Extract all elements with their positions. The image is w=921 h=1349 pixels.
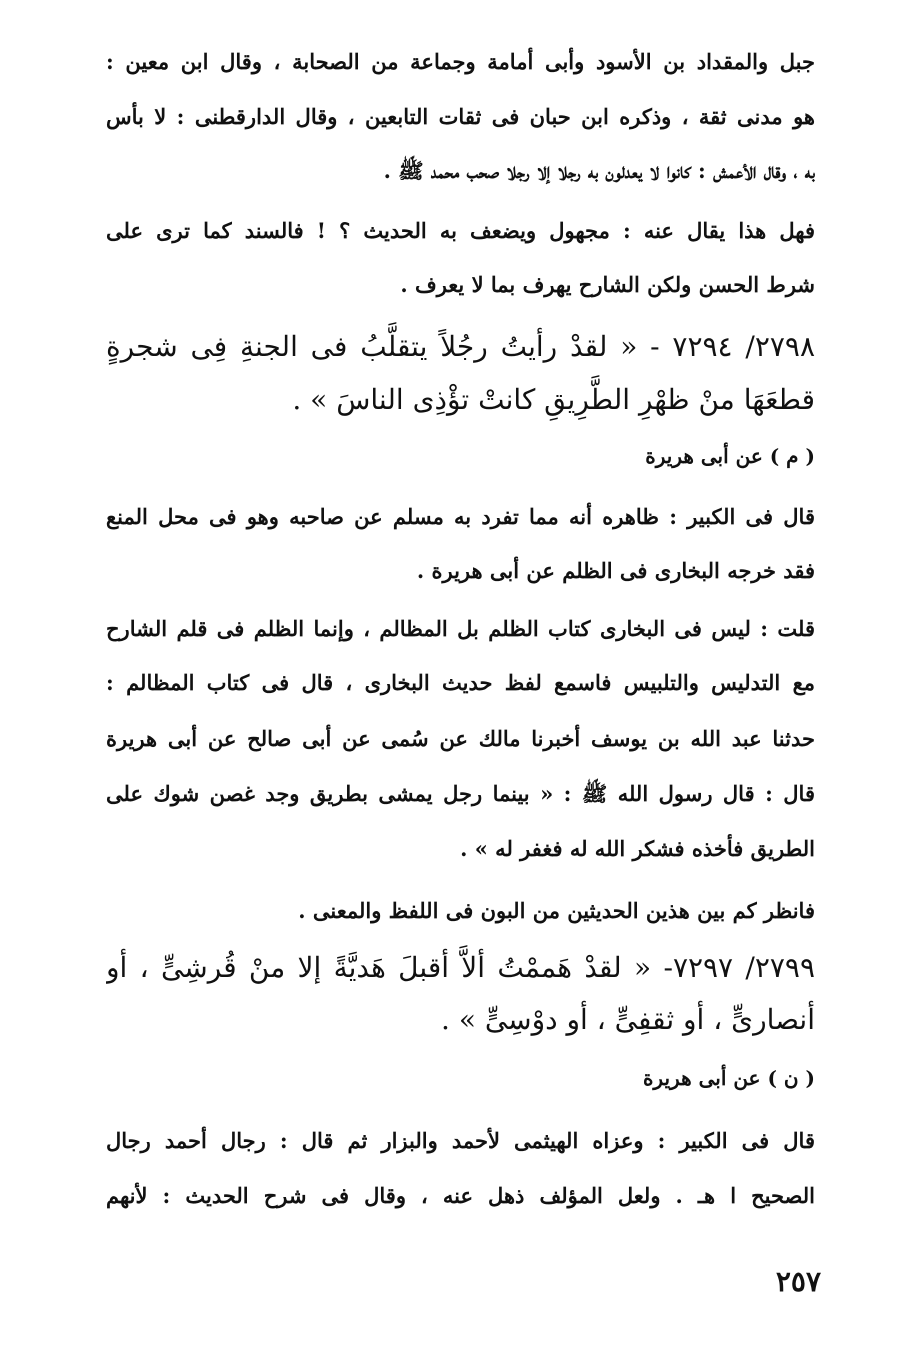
text-line: شرط الحسن ولكن الشارح يهرف بما لا يعرف . bbox=[400, 272, 815, 297]
text-line: حدثنا عبد الله بن يوسف أخبرنا مالك عن سُمى عن أبى صالح عن أبى هريرة bbox=[106, 726, 815, 751]
text-line: قلت : ليس فى البخارى كتاب الظلم بل المظالم ، وإنما الظلم فى قلم الشارح bbox=[106, 616, 815, 641]
text-line: به ، وقال الأعمش : كانوا لا يعدلون به رجلا إلا رجلا صحب محمد ﷺ . bbox=[383, 158, 815, 183]
text-line: الصحيح ا هـ . ولعل المؤلف ذهل عنه ، وقال فى شرح الحديث : لأنهم bbox=[106, 1183, 815, 1208]
text-line: الطريق فأخذه فشكر الله له فغفر له » . bbox=[460, 836, 815, 861]
text-line: فانظر كم بين هذين الحديثين من البون فى اللفظ والمعنى . bbox=[298, 898, 815, 923]
hadith-line: ٢٧٩٨/ ٧٢٩٤ - « لقدْ رأيتُ رجُلاً يتقلَّبُ فى الجنةِ فِى شجرةٍ bbox=[106, 330, 815, 363]
text-line: قال فى الكبير : ظاهره أنه مما تفرد به مسلم عن صاحبه وهو فى محل المنع bbox=[106, 504, 815, 529]
text-line: فهل هذا يقال عنه : مجهول ويضعف به الحديث ؟ ! فالسند كما ترى على bbox=[106, 218, 815, 243]
hadith-source: ( ن ) عن أبى هريرة bbox=[642, 1066, 815, 1090]
text-line: جبل والمقداد بن الأسود وأبى أمامة وجماعة من الصحابة ، وقال ابن معين : bbox=[106, 49, 815, 74]
hadith-line: قطعَهَا منْ ظهْرِ الطَّرِيقِ كانتْ تؤْذِى الناسَ » . bbox=[292, 383, 815, 416]
text-line: فقد خرجه البخارى فى الظلم عن أبى هريرة . bbox=[416, 558, 815, 583]
hadith-line: أنصارىٍّ ، أو ثقفِىٍّ ، أو دوْسِىٍّ » . bbox=[441, 1003, 815, 1036]
text-line: مع التدليس والتلبيس فاسمع لفظ حديث البخارى ، قال فى كتاب المظالم : bbox=[106, 670, 815, 695]
text-line: هو مدنى ثقة ، وذكره ابن حبان فى ثقات التابعين ، وقال الدارقطنى : لا بأس bbox=[106, 104, 815, 129]
text-line: قال فى الكبير : وعزاه الهيثمى لأحمد والبزار ثم قال : رجال أحمد رجال bbox=[106, 1128, 815, 1153]
hadith-line: ٢٧٩٩/ ٧٢٩٧- « لقدْ هَممْتُ ألاَّ أقبلَ هَديَّةً إلا منْ قُرشِىٍّ ، أو bbox=[106, 951, 815, 984]
page-number: ٢٥٧ bbox=[775, 1265, 821, 1298]
text-line: قال : قال رسول الله ﷺ : « بينما رجل يمشى بطريق وجد غصن شوك على bbox=[106, 781, 815, 806]
hadith-source: ( م ) عن أبى هريرة bbox=[645, 444, 815, 468]
